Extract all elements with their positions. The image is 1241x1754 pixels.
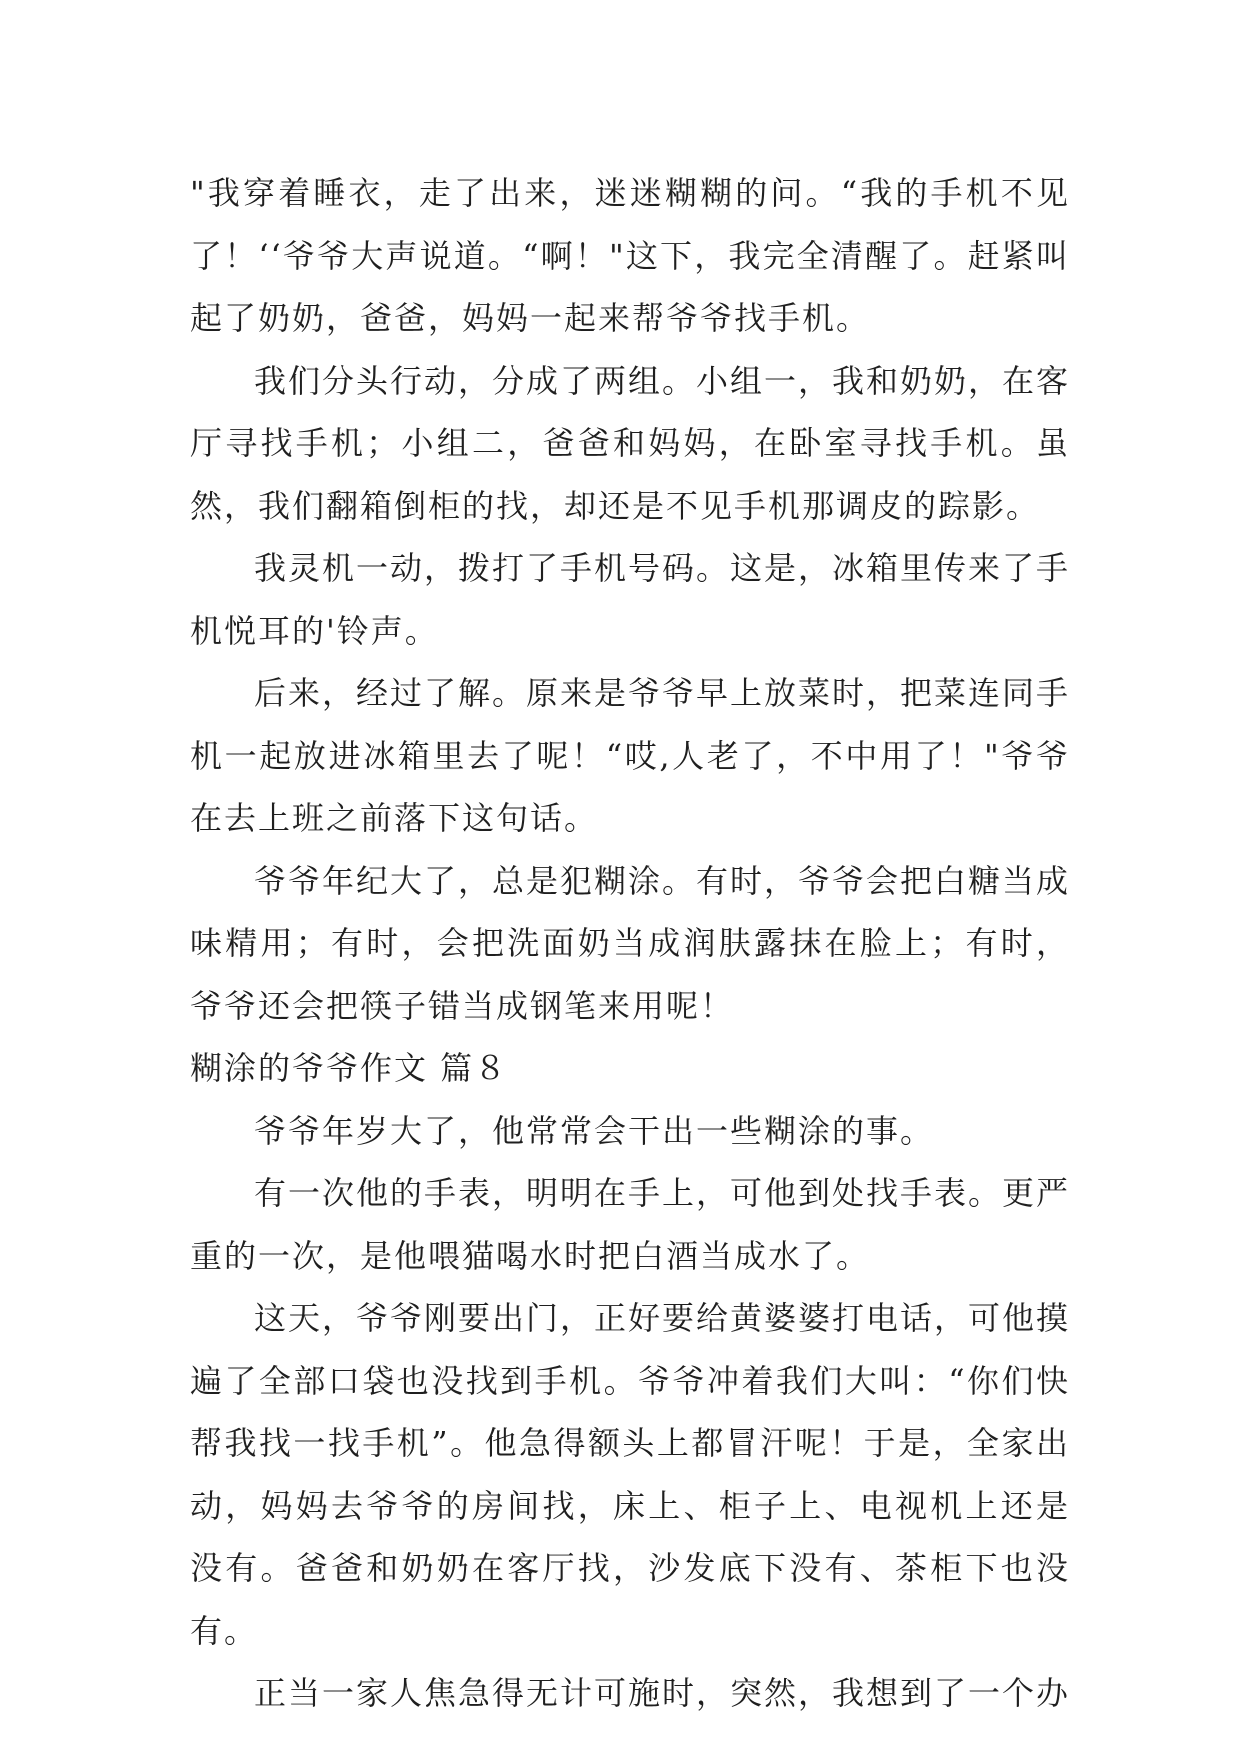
section-title: 糊涂的爷爷作文 篇８ — [190, 1049, 509, 1087]
paragraph: 我们分头行动，分成了两组。小组一，我和奶奶，在客厅寻找手机；小组二，爸爸和妈妈，在卧室寻找手机。虽然，我们翻箱倒柜的找，却还是不见手机那调皮的踪影。 — [190, 361, 1071, 525]
paragraph: "我穿着睡衣，走了出来，迷迷糊糊的问。“我的手机不见了！‘‘爷爷大声说道。“啊！"这下，我完全清醒了。赶紧叫起了奶奶，爸爸，妈妈一起来帮爷爷找手机。 — [190, 174, 1070, 337]
document-page — [190, 162, 1070, 1725]
paragraph: 正当一家人焦急得无计可施时，突然，我想到了一个办 — [254, 1674, 1071, 1712]
paragraph: 爷爷年纪大了，总是犯糊涂。有时，爷爷会把白糖当成味精用；有时，会把洗面奶当成润肤露抹在脸上；有时，爷爷还会把筷子错当成钢笔来用呢！ — [190, 861, 1071, 1025]
paragraph: 爷爷年岁大了，他常常会干出一些糊涂的事。 — [254, 1111, 935, 1150]
paragraph: 后来，经过了解。原来是爷爷早上放菜时，把菜连同手机一起放进冰箱里去了呢！“哎,人老了，不中用了！"爷爷在去上班之前落下这句话。 — [190, 674, 1071, 837]
paragraph: 我灵机一动，拨打了手机号码。这是，冰箱里传来了手机悦耳的'铃声。 — [190, 549, 1071, 650]
paragraph: 这天，爷爷刚要出门，正好要给黄婆婆打电话，可他摸遍了全部口袋也没找到手机。爷爷冲着我们大叫：“你们快帮我找一找手机”。他急得额头上都冒汗呢！于是，全家出动，妈妈去爷爷的房间找，床上、柜子上、电视机上还是没有。爸爸和奶奶在客厅找，沙发底下没有、茶柜下也没有。 — [190, 1299, 1071, 1650]
paragraph: 有一次他的手表，明明在手上，可他到处找手表。更严重的一次，是他喂猫喝水时把白酒当成水了。 — [190, 1174, 1071, 1275]
